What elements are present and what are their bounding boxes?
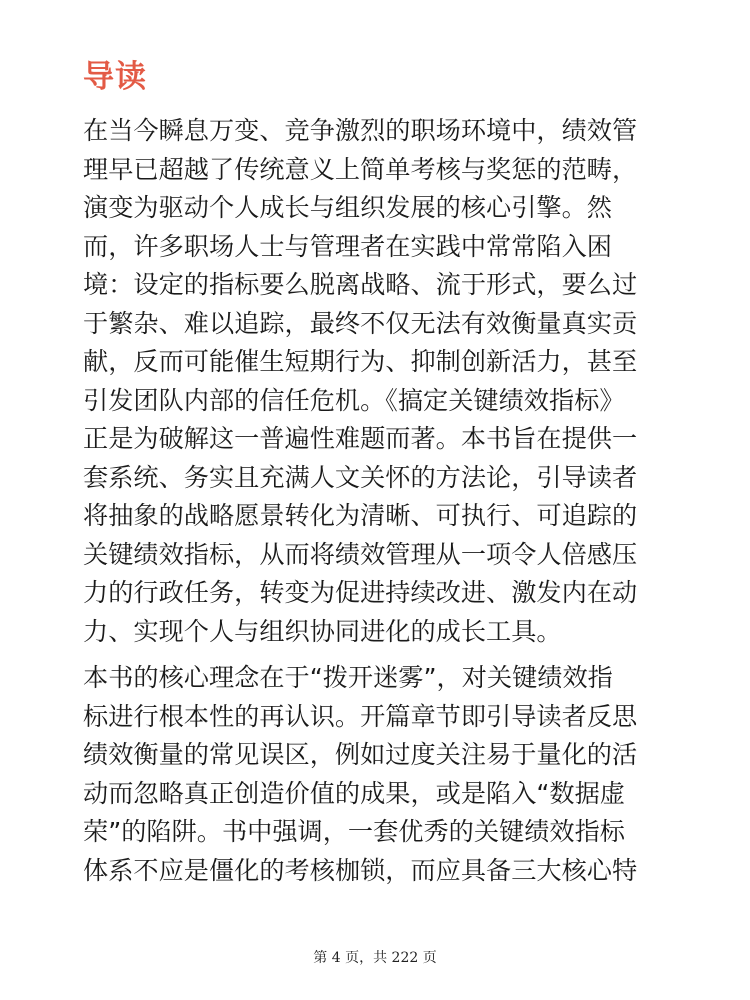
- text-line: 绩效衡量的常见误区，例如过度关注易于量化的活: [83, 740, 638, 769]
- text-line: 套系统、务实且充满人文关怀的方法论，引导读者: [83, 462, 638, 492]
- paragraph-1: [83, 112, 673, 651]
- text-line: 将抽象的战略愿景转化为清晰、可执行、可追踪的: [83, 501, 638, 530]
- paragraph-2: [83, 659, 673, 890]
- text-line: 力的行政任务，转变为促进持续改进、激发内在动: [83, 578, 638, 607]
- text-line: 力、实现个人与组织协同进化的成长工具。: [83, 616, 562, 646]
- text-line: 而，许多职场人士与管理者在实践中常常陷入困: [83, 231, 612, 261]
- text-line: 标进行根本性的再认识。开篇章节即引导读者反思: [83, 701, 638, 731]
- text-line: 在当今瞬息万变、竞争激烈的职场环境中，绩效管: [83, 116, 638, 145]
- text-line: 正是为破解这一普遍性难题而著。本书旨在提供一: [83, 424, 638, 453]
- text-line: 引发团队内部的信任危机。《搞定关键绩效指标》: [83, 385, 625, 415]
- text-line: 动而忽略真正创造价值的成果，或是陷入“数据虚: [83, 778, 625, 808]
- text-line: 体系不应是僵化的考核枷锁，而应具备三大核心特: [83, 855, 638, 885]
- text-line: 境：设定的指标要么脱离战略、流于形式，要么过: [83, 270, 638, 299]
- text-line: 于繁杂、难以追踪，最终不仅无法有效衡量真实贡: [83, 308, 638, 338]
- section-heading: 导读: [83, 59, 147, 95]
- text-line: 理早已超越了传统意义上简单考核与奖惩的范畴，: [83, 154, 638, 184]
- text-line: 荣”的陷阱。书中强调，一套优秀的关键绩效指标: [83, 817, 625, 846]
- text-line: 关键绩效指标，从而将绩效管理从一项令人倍感压: [83, 539, 638, 569]
- page-number-footer: 第 4 页，共 222 页: [313, 950, 437, 966]
- text-line: 献，反而可能催生短期行为、抑制创新活力，甚至: [83, 347, 638, 376]
- body-text: [83, 112, 673, 890]
- text-line: 本书的核心理念在于“拨开迷雾”，对关键绩效指: [83, 663, 613, 692]
- text-line: 演变为驱动个人成长与组织发展的核心引擎。然: [83, 193, 612, 222]
